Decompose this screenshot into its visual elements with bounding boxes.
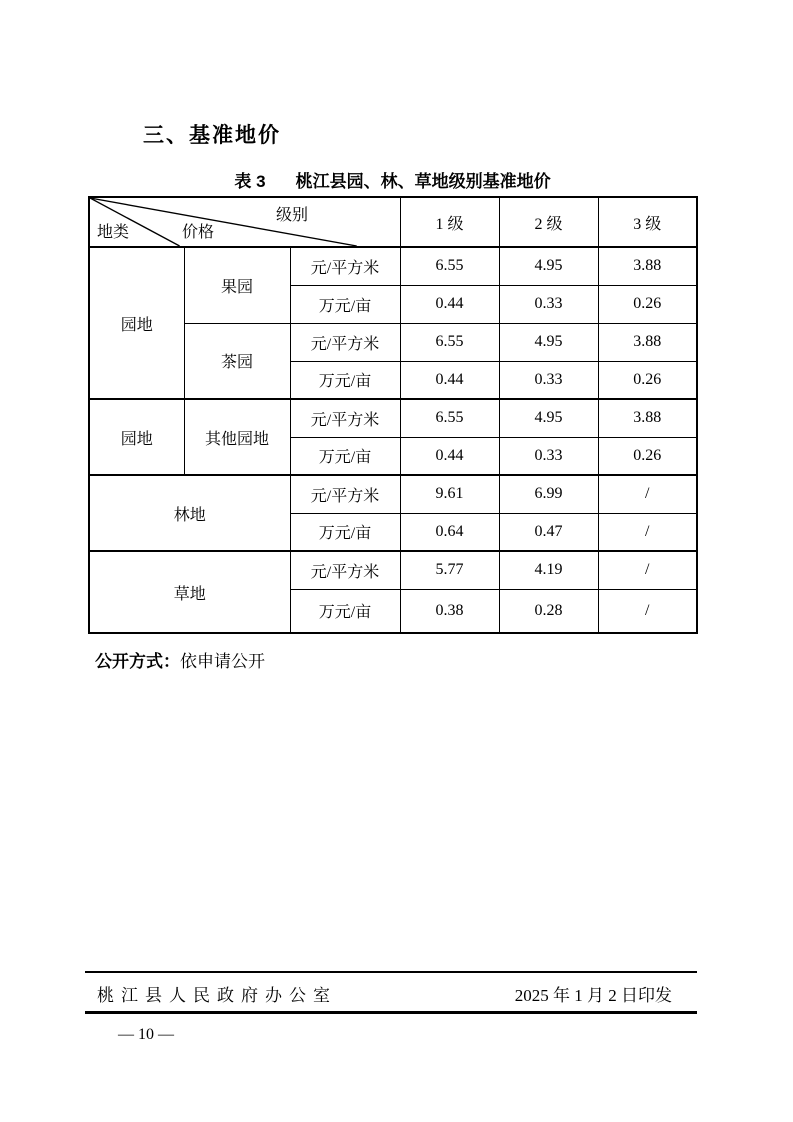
- cell-value: 0.44: [400, 437, 499, 475]
- header-grade-1: 1 级: [400, 197, 499, 247]
- cell-value: 4.95: [499, 323, 598, 361]
- diagonal-lines: [90, 198, 400, 246]
- cell-value: 5.77: [400, 551, 499, 589]
- cell-value: 3.88: [598, 247, 697, 285]
- cell-unit: 万元/亩: [290, 361, 400, 399]
- footer-print-date: 2025 年 1 月 2 日印发: [514, 986, 672, 1005]
- cell-category: 草地: [89, 551, 290, 633]
- cell-unit: 元/平方米: [290, 323, 400, 361]
- cell-subtype: 果园: [184, 247, 290, 323]
- table-caption: [88, 167, 697, 192]
- cell-value: 0.26: [598, 361, 697, 399]
- publication-method-line: [95, 647, 265, 672]
- cell-value: 0.26: [598, 437, 697, 475]
- footer-issuer: 桃江县人民政府办公室: [97, 986, 337, 1005]
- footer-bottom-rule: [85, 1011, 697, 1014]
- cell-unit: 万元/亩: [290, 513, 400, 551]
- table-caption-title: 桃江县园、林、草地级别基准地价: [295, 172, 551, 191]
- cell-category: 园地: [89, 399, 184, 475]
- publication-method-value: 依申请公开: [180, 652, 265, 671]
- cell-value: 6.55: [400, 399, 499, 437]
- cell-subtype: 茶园: [184, 323, 290, 399]
- cell-value: 0.33: [499, 361, 598, 399]
- publication-method-label: 公开方式：: [95, 652, 180, 671]
- cell-value: 3.88: [598, 323, 697, 361]
- cell-unit: 元/平方米: [290, 551, 400, 589]
- footer-top-rule: [85, 971, 697, 973]
- cell-subtype: 其他园地: [184, 399, 290, 475]
- cell-unit: 元/平方米: [290, 399, 400, 437]
- cell-category: 林地: [89, 475, 290, 551]
- table-row: [89, 551, 697, 589]
- cell-unit: 万元/亩: [290, 285, 400, 323]
- cell-value: 0.38: [400, 589, 499, 633]
- cell-value: 0.44: [400, 361, 499, 399]
- section-heading: 三、基准地价: [143, 124, 281, 147]
- table-caption-label: 表 3: [234, 172, 266, 191]
- cell-value: /: [598, 589, 697, 633]
- cell-value: 4.19: [499, 551, 598, 589]
- cell-value: 6.99: [499, 475, 598, 513]
- table-row: [89, 247, 697, 285]
- cell-unit: 万元/亩: [290, 437, 400, 475]
- cell-value: 0.64: [400, 513, 499, 551]
- cell-unit: 元/平方米: [290, 247, 400, 285]
- cell-value: 6.55: [400, 247, 499, 285]
- cell-value: 4.95: [499, 399, 598, 437]
- cell-value: /: [598, 513, 697, 551]
- cell-value: 0.44: [400, 285, 499, 323]
- corner-label-landtype: 地类: [97, 224, 130, 241]
- benchmark-price-table: [88, 196, 698, 634]
- cell-value: 0.47: [499, 513, 598, 551]
- cell-value: /: [598, 475, 697, 513]
- cell-value: 0.26: [598, 285, 697, 323]
- corner-label-grade: 级别: [276, 207, 309, 224]
- cell-value: /: [598, 551, 697, 589]
- page-number: — 10 —: [118, 1026, 174, 1043]
- table-row: [89, 475, 697, 513]
- cell-value: 0.28: [499, 589, 598, 633]
- corner-label-price: 价格: [182, 224, 215, 241]
- header-grade-3: 3 级: [598, 197, 697, 247]
- table-row: [89, 399, 697, 437]
- cell-unit: 万元/亩: [290, 589, 400, 633]
- cell-value: 6.55: [400, 323, 499, 361]
- cell-value: 0.33: [499, 437, 598, 475]
- cell-unit: 元/平方米: [290, 475, 400, 513]
- table-header-row: [89, 197, 697, 247]
- cell-value: 4.95: [499, 247, 598, 285]
- cell-value: 3.88: [598, 399, 697, 437]
- cell-value: 9.61: [400, 475, 499, 513]
- cell-value: 0.33: [499, 285, 598, 323]
- cell-category: 园地: [89, 247, 184, 399]
- header-grade-2: 2 级: [499, 197, 598, 247]
- diagonal-header-cell: [89, 197, 400, 247]
